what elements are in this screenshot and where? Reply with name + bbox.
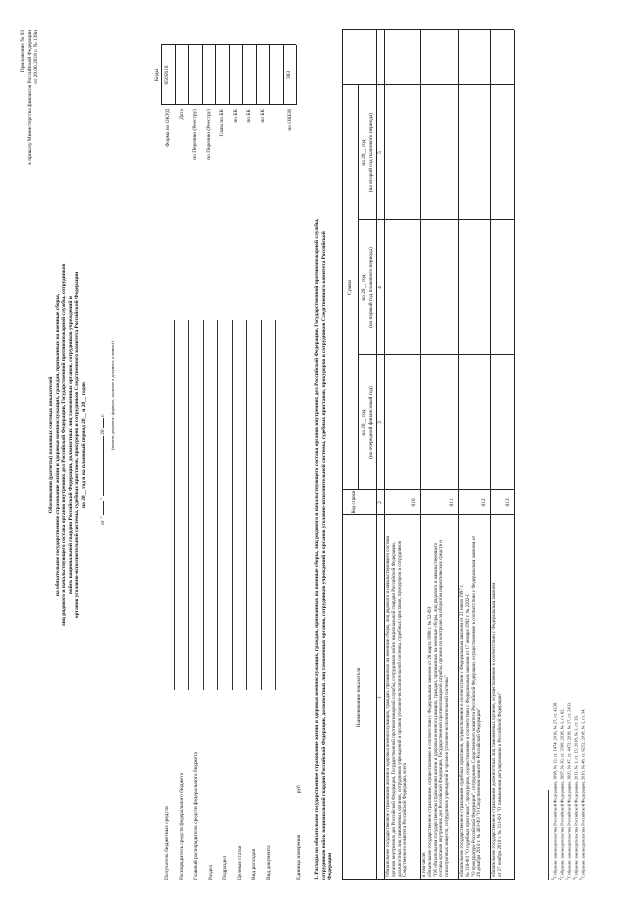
year-1-label: на 20__ год [361, 409, 367, 436]
title-line: на обязательное государственное страхование жизни и здоровья военнослужащих, граждан, призванных на военные сборы, [54, 293, 61, 597]
footnote-text: Собрание законодательства Российской Федерации, 1995, № 47, ст. 4472; 2018, № 17, ст. 2433. [566, 701, 572, 879]
row-label [492, 517, 504, 877]
footnote-marker: 2 [558, 878, 563, 880]
row-label-line: от 27 ноября 2010 г. № 311-ФЗ "О таможенном регулировании в Российской Федерации" [497, 692, 503, 877]
code-row-label: Глава по БК [219, 109, 225, 137]
appendix-block [20, 30, 40, 330]
field-value-line[interactable] [263, 320, 277, 690]
date-prefix: от " [100, 516, 106, 525]
amount-cell[interactable] [385, 86, 419, 219]
footnote-marker: 1 [551, 878, 555, 880]
amount-cell[interactable] [491, 86, 513, 219]
amount-cell[interactable] [421, 356, 457, 489]
amount-cell[interactable] [385, 221, 419, 354]
document-title [48, 125, 88, 765]
column-header-code: Код строки [352, 490, 357, 514]
footnote [551, 702, 558, 880]
row-label-line: 28 декабря 2010 г. № 403-ФЗ "О Следственном комитете Российской Федерации" [477, 707, 483, 877]
code-row-value[interactable] [256, 45, 270, 105]
date-caption: (момент документ: формула, значение и документ, в момент) [110, 341, 115, 450]
code-row-label: по БК [246, 109, 252, 123]
footnote-marker: 4 [572, 878, 577, 880]
column-number: 4 [377, 286, 383, 289]
unit-row [296, 785, 303, 880]
field-label: Главный распорядитель средств федерального бюджета [193, 751, 199, 880]
year-blank[interactable] [103, 418, 104, 428]
field-label: Подраздел [222, 855, 228, 880]
codes-header: Коды [154, 68, 160, 82]
header-fields [161, 320, 281, 880]
row-code: 011 [449, 498, 455, 507]
field-label: Получатель бюджетных средств [164, 806, 170, 880]
code-row-value[interactable] [202, 45, 216, 105]
field-value-line[interactable] [248, 320, 262, 690]
row-label [460, 517, 483, 877]
row-label-line: "О прокуратуре Российской Федерации", сотрудников Следственного комитета Российской Федерации, осуществляемое в соответствии с Федеральным законом от [471, 535, 477, 877]
row-code: 012 [481, 498, 487, 507]
amount-cell[interactable] [421, 86, 457, 219]
footnote-marker: 3 [565, 878, 570, 880]
code-row-value[interactable] [229, 45, 243, 105]
year-suffix: г. [100, 413, 106, 417]
row-label-line: психотропных веществ, сотрудников учреждений и органов уголовно-исполнительной системы" [445, 675, 451, 877]
year-2-caption: (на первый год планового периода) [368, 247, 374, 328]
amount-cell[interactable] [491, 356, 513, 489]
appendix-line: к приказу Министерства финансов Российской Федерации [26, 30, 33, 165]
field-value-line[interactable] [161, 320, 175, 690]
field-value-line[interactable] [205, 320, 219, 690]
row-label-line: № 118-ФЗ "О судебных приставах", прокуроров, осуществляемое в соответствии с Федеральным законом от 17 января 1992 г. № 2202-I [465, 594, 471, 877]
date-line [100, 414, 107, 525]
code-row-value[interactable]: 0505610 [164, 65, 170, 85]
amount-cell[interactable] [421, 221, 457, 354]
row-label-line: обязательное государственное страхование должностных лиц таможенных органов, осуществляемое в соответствии с Федеральным законом [492, 582, 497, 877]
appendix-line: от 20.06.2018 г. № 139н [33, 30, 40, 84]
footnotes [548, 702, 586, 880]
day-blank[interactable] [103, 501, 104, 515]
code-row-label: по БК [232, 109, 239, 123]
code-row-label: Форма по ОКУД [165, 109, 171, 147]
column-header-sum: Сумма [347, 279, 353, 296]
section-line: Федерации [327, 852, 334, 880]
footnote-rule [548, 790, 549, 880]
year-1-caption: (на очередной финансовый год) [368, 386, 374, 459]
amount-cell[interactable] [385, 356, 419, 489]
code-box-left [161, 104, 296, 105]
amount-cell[interactable] [459, 356, 489, 489]
field-value-line[interactable] [219, 320, 233, 690]
row-label-line: обязательное государственное страхование судебных приставов, осуществляемое в соответствии с Федеральным законом от 21 июля 1997 г. [460, 584, 465, 877]
footnote [572, 702, 579, 880]
row-label-line: в том числе: [422, 851, 427, 877]
code-row-value[interactable] [242, 45, 256, 105]
row-label-line: Следственного комитета Российской Федерации, всего [403, 762, 409, 877]
column-header-name: Наименование показателя [356, 667, 362, 728]
section-line: 1. Расходы на обязательное государственное страхование жизни и здоровья военнослужащих, граждан, призванных на военные сборы, лиц рядового и начальствующего состава органов внутренних дел Российской Федерации, Государственной противопожарной службы, [314, 218, 320, 880]
row-label-line: органов внутренних дел Российской Федерации, Государственной противопожарной службы, сотрудников войск национальной гвардии Российской Федерации, [391, 542, 397, 877]
year-3-caption: (на второй год планового периода) [368, 112, 374, 193]
row-code: 010 [411, 498, 417, 507]
code-row-value[interactable] [175, 45, 189, 105]
footnote-text: Собрание законодательства Российской Федерации, 1997, № 30, ст. 3590; 2018, № 1, ст. 62. [559, 708, 565, 879]
unit-label: Единица измерения [296, 834, 302, 880]
year-3-label: на 20__ год [361, 139, 367, 166]
amount-cell[interactable] [459, 221, 489, 354]
field-value-line[interactable] [176, 320, 190, 690]
table-row-border [514, 30, 515, 880]
code-row-label: по Перечню (Реестру) [205, 109, 212, 160]
footnote-list [551, 702, 586, 880]
row-label-line: обязательное государственное страхование, осуществляемое в соответствии с Федеральным законом от 28 марта 1998 г. № 52-ФЗ [427, 606, 433, 877]
row-label-line: "Об обязательном государственном страховании жизни и здоровья военнослужащих, граждан, призванных на военные сборы, лиц рядового и начальствующего [433, 542, 439, 877]
footnote [579, 702, 586, 880]
data-table [342, 30, 542, 880]
footnote [565, 702, 572, 880]
title-line: органов уголовно-исполнительной системы, судебных приставов, прокуроров и сотрудников Следственного комитета Российской Федерации [74, 271, 81, 619]
column-number: 2 [377, 501, 383, 504]
codes-box [161, 45, 301, 265]
footnote-marker: 5 [579, 878, 584, 880]
code-row-label: Дата [178, 109, 185, 120]
column-number: 5 [377, 151, 383, 154]
code-row-label: по Перечню (Реестру) [192, 109, 198, 160]
row-label-line: должностных лиц таможенных органов, сотрудников учреждений и органов уголовно-исполнительной системы, судебных приставов, прокуроров и сотрудников [397, 540, 403, 877]
code-row-value[interactable] [188, 45, 202, 105]
code-row-border [296, 45, 297, 105]
unit-value: руб [296, 785, 302, 794]
date-quote: " [100, 497, 106, 500]
month-blank[interactable] [103, 436, 104, 496]
row-code: 013 [505, 498, 511, 507]
field-label: Распорядитель средств федерального бюджета [178, 772, 185, 880]
year-prefix: 20 [100, 429, 106, 435]
field-value-line[interactable] [190, 320, 204, 690]
field-label: Раздел [207, 864, 214, 880]
amount-cell[interactable] [459, 86, 489, 219]
appendix-line: Приложение № 93 [20, 30, 26, 73]
table-top-border [342, 30, 343, 880]
code-box-right [161, 44, 296, 45]
title-line: Обоснования (расчеты) плановых сметных показателей [48, 376, 54, 514]
section-heading [314, 219, 334, 880]
column-number: 1 [377, 696, 383, 699]
footnote [558, 702, 565, 880]
code-row-label: по ОКЕИ [286, 109, 293, 131]
section-line: сотрудников войск национальной гвардии Российской Федерации, должностных лиц таможенных органов, сотрудников учреждений и органов уголовно-исполнительной системы, судебных приставов, прокуроров и сотрудников Следственного комитета Российской [320, 231, 327, 880]
column-number: 3 [377, 421, 383, 424]
row-label-line: Обязательное государственное страхование жизни и здоровья военнослужащих, граждан, призванных на военные сборы, лиц рядового и начальствующего состава [386, 536, 391, 877]
row-label [422, 517, 451, 877]
footnote-text: Собрание законодательства Российской Федерации, 2010, № 48, ст. 6252; 2018, № 1, ст. 34. [580, 708, 586, 879]
table-right-border [342, 29, 514, 30]
row-label [386, 517, 409, 877]
title-line: войск национальной гвардии Российской Федерации, должностных лиц таможенных органов, сотрудников учреждений и [67, 296, 74, 594]
footnote-text: Собрание законодательства Российской Федерации, 1998, № 13, ст. 1474; 2016, № 27, ст. 4238. [552, 701, 558, 879]
field-value-line[interactable] [234, 320, 248, 690]
code-row-value[interactable] [269, 45, 283, 105]
code-row-value[interactable]: 383 [285, 70, 292, 80]
row-label-line: состава органов внутренних дел Российской Федерации, Государственной противопожарной службы, органов по контролю за оборотом наркотических средств и [439, 540, 445, 877]
footnote-text: Собрание законодательства Российской Федерации, 2011, № 1, ст. 15; 2018, № 1, ст. 26. [573, 715, 579, 879]
title-line: лиц рядового и начальствующего состава органов внутренних дел Российской Федерации, Государственной противопожарной службы, сотрудников [61, 263, 68, 627]
table-left-border [342, 879, 514, 880]
field-label: Целевая статья [236, 845, 243, 880]
field-label: Вид расходов [251, 849, 257, 880]
code-row-value[interactable] [215, 45, 229, 105]
title-line: на 20__ год и на плановый период 20__ и 20__ годов [80, 382, 87, 508]
sum-header-divider [358, 85, 359, 490]
year-2-label: на 20__ год [361, 274, 367, 301]
code-row-label: по БК [259, 109, 266, 123]
column-divider [342, 514, 514, 515]
field-label: Вид документа [265, 845, 272, 880]
amount-cell[interactable] [491, 221, 513, 354]
